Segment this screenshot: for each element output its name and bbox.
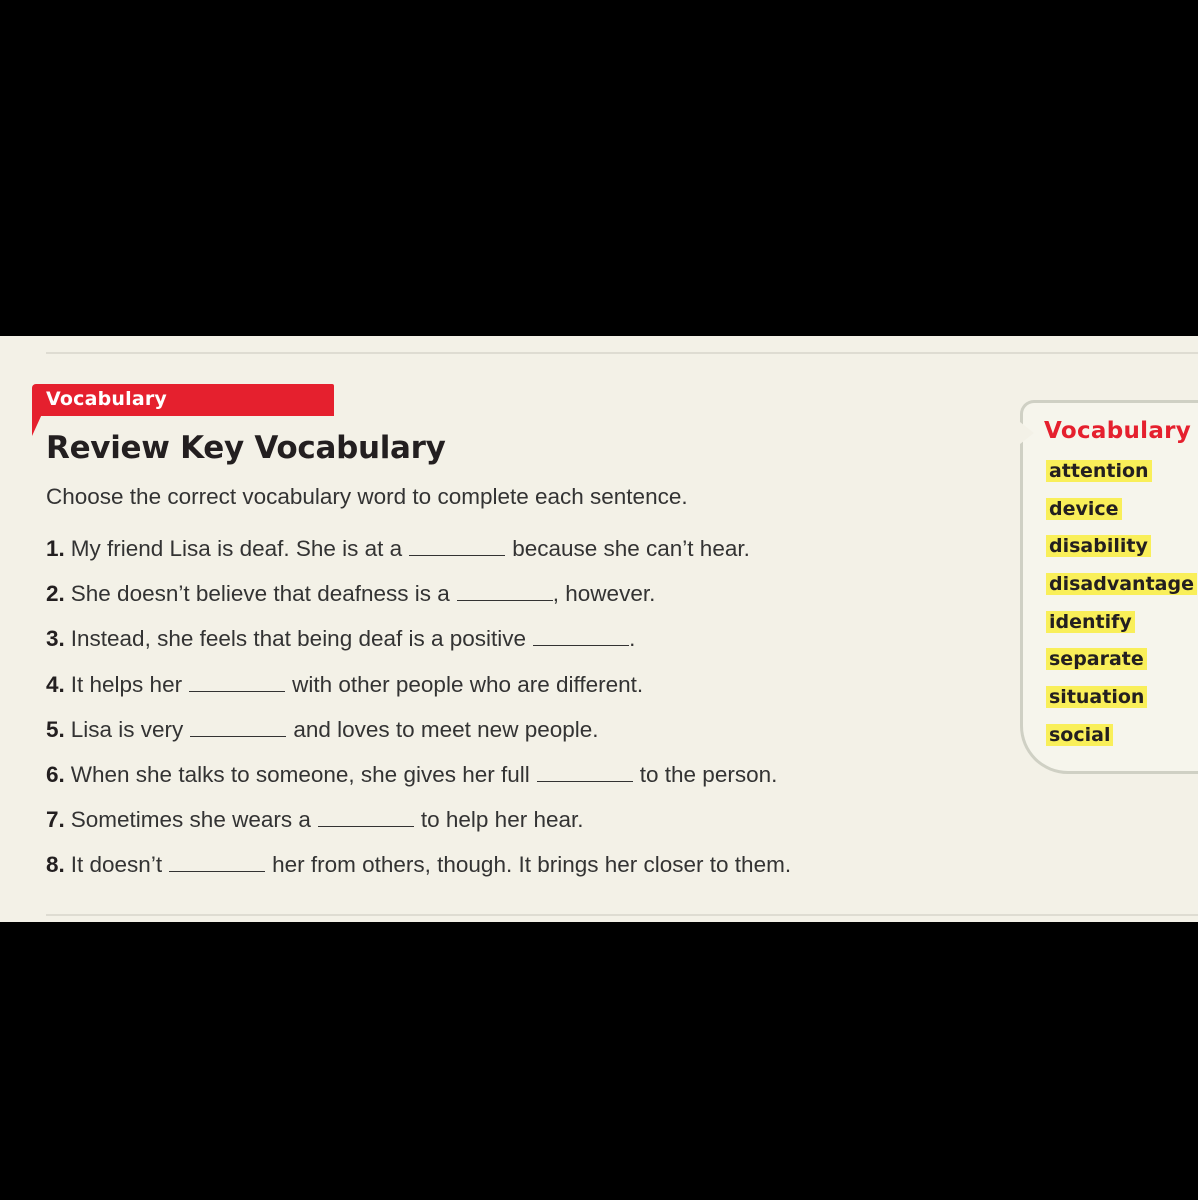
section-tab-flap: [32, 414, 42, 436]
item-text-before: When she talks to someone, she gives her full: [70, 761, 530, 787]
instructions: Choose the correct vocabulary word to complete each sentence.: [46, 484, 688, 509]
item-text-after: and loves to meet new people.: [293, 716, 599, 742]
item-text-before: My friend Lisa is deaf. She is at a: [70, 536, 403, 561]
exercise-item-5: [46, 717, 791, 762]
answer-blank[interactable]: [409, 541, 505, 556]
item-number: 6.: [46, 761, 65, 787]
vocab-word-text: separate: [1046, 648, 1147, 670]
vocab-word-text: social: [1046, 724, 1113, 746]
vocab-word-text: attention: [1046, 460, 1152, 482]
answer-blank[interactable]: [457, 586, 553, 601]
exercise-item-1: [46, 536, 791, 581]
item-text-after: , however.: [552, 581, 656, 607]
answer-blank[interactable]: [189, 677, 285, 692]
exercise-item-2: [46, 581, 791, 626]
answer-blank[interactable]: [318, 812, 414, 827]
exercise-list: [46, 536, 791, 898]
exercise-item-8: [46, 852, 791, 897]
vocab-word: [1046, 686, 1197, 724]
item-text-after: her from others, though. It brings her closer to them.: [272, 852, 792, 878]
answer-blank[interactable]: [537, 767, 633, 782]
vocabulary-box-title: Vocabulary: [1044, 418, 1192, 444]
exercise-item-3: [46, 626, 791, 671]
vocab-word: [1046, 573, 1197, 611]
item-text-after: because she can’t hear.: [512, 536, 750, 561]
item-text-after: to help her hear.: [420, 807, 584, 833]
item-text-after: with other people who are different.: [292, 671, 644, 697]
vocab-word-text: situation: [1046, 686, 1147, 708]
item-text-before: It doesn’t: [70, 852, 163, 878]
vocab-word-text: identify: [1046, 611, 1135, 633]
item-text-before: Instead, she feels that being deaf is a positive: [70, 626, 527, 652]
answer-blank[interactable]: [190, 722, 286, 737]
item-text-before: She doesn’t believe that deafness is a: [70, 581, 450, 607]
item-number: 1.: [46, 536, 65, 561]
vocab-word: [1046, 648, 1197, 686]
answer-blank[interactable]: [169, 857, 265, 872]
top-divider: [46, 352, 1198, 354]
item-text-before: It helps her: [70, 671, 183, 697]
vocab-word: [1046, 535, 1197, 573]
item-text-before: Lisa is very: [70, 716, 184, 742]
exercise-item-7: [46, 807, 791, 852]
exercise-item-4: [46, 672, 791, 717]
item-text-after: to the person.: [639, 761, 778, 787]
exercise-item-6: [46, 762, 791, 807]
item-number: 4.: [46, 671, 65, 697]
item-text-after: .: [629, 626, 636, 652]
vocab-word: [1046, 498, 1197, 536]
vocab-word-text: disadvantage: [1046, 573, 1197, 595]
item-number: 5.: [46, 716, 65, 742]
item-text-before: Sometimes she wears a: [70, 807, 311, 833]
page-title: Review Key Vocabulary: [46, 430, 446, 466]
answer-blank[interactable]: [533, 631, 629, 646]
section-label: Vocabulary: [46, 388, 168, 410]
vocab-word: [1046, 611, 1197, 649]
worksheet-page: [0, 336, 1198, 922]
item-number: 2.: [46, 581, 65, 607]
vocab-word: [1046, 460, 1197, 498]
vocab-word: [1046, 724, 1197, 762]
bottom-divider: [46, 914, 1198, 916]
item-number: 3.: [46, 626, 65, 652]
item-number: 8.: [46, 852, 65, 878]
vocabulary-word-list: [1046, 460, 1197, 762]
item-number: 7.: [46, 807, 65, 833]
vocab-word-text: disability: [1046, 535, 1151, 557]
vocab-word-text: device: [1046, 498, 1122, 520]
